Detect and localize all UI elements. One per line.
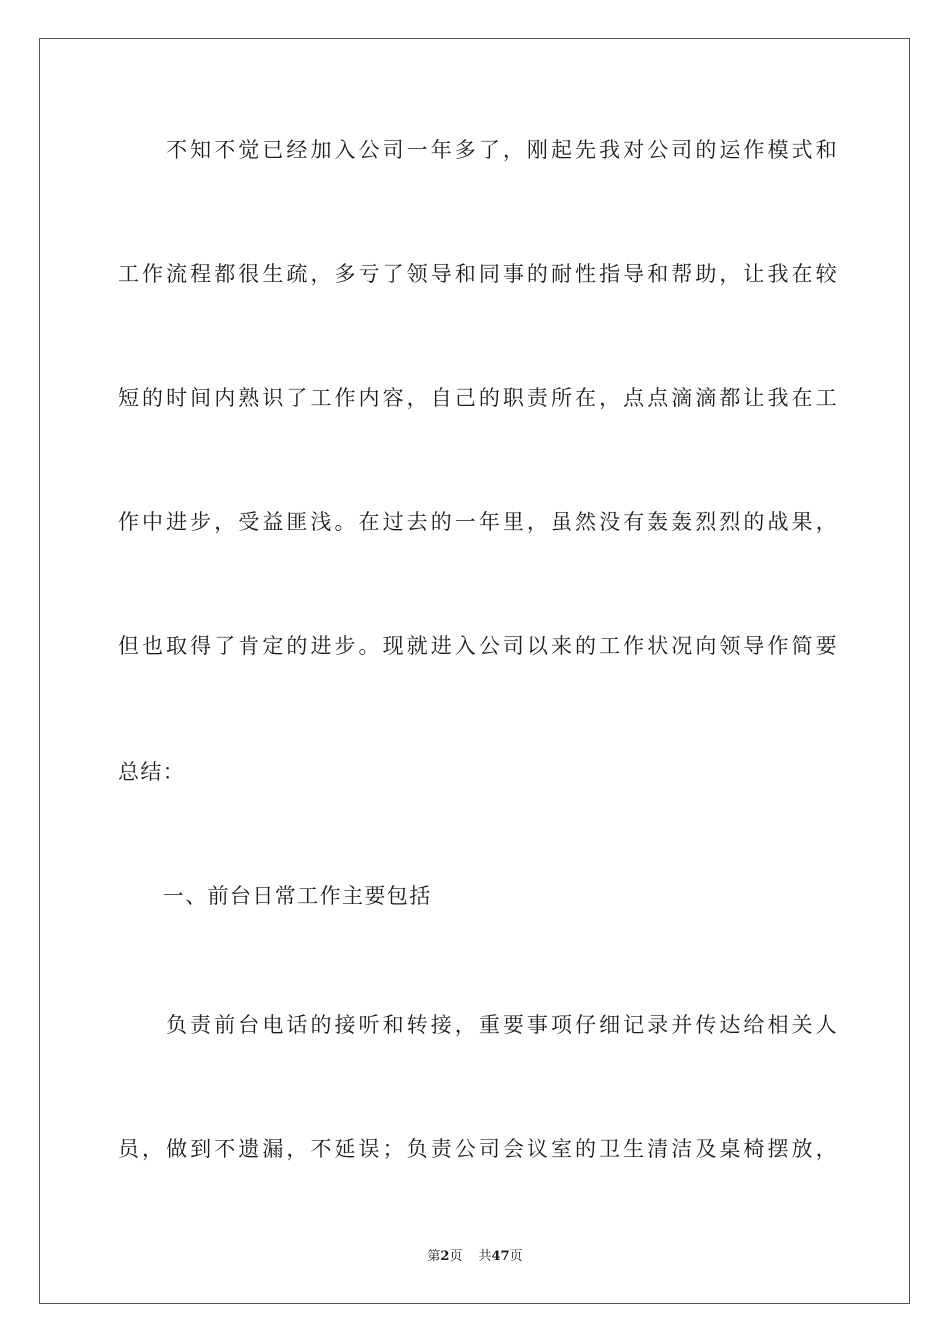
paragraph-line-7: 负责前台电话的接听和转接，重要事项仔细记录并传达给相关人 (118, 1013, 838, 1037)
page-border (39, 38, 910, 1304)
paragraph-line-5: 但也取得了肯定的进步。现就进入公司以来的工作状况向领导作简要 (118, 634, 838, 658)
footer-page-number: 2 (440, 1249, 450, 1264)
paragraph-line-8: 员，做到不遗漏，不延误；负责公司会议室的卫生清洁及桌椅摆放， (118, 1137, 838, 1161)
paragraph-line-1: 不知不觉已经加入公司一年多了，刚起先我对公司的运作模式和 (118, 138, 838, 162)
footer-page-prefix: 第 (427, 1249, 441, 1264)
paragraph-line-3: 短的时间内熟识了工作内容，自己的职责所在，点点滴滴都让我在工 (118, 386, 838, 410)
footer-page-suffix: 页 (449, 1249, 463, 1264)
section-heading: 一、前台日常工作主要包括 (118, 884, 432, 908)
paragraph-line-4: 作中进步，受益匪浅。在过去的一年里，虽然没有轰轰烈烈的战果， (118, 510, 838, 534)
footer-total-pages: 47 (491, 1249, 510, 1264)
paragraph-line-2: 工作流程都很生疏，多亏了领导和同事的耐性指导和帮助，让我在较 (118, 262, 838, 286)
footer-total-suffix: 页 (509, 1249, 523, 1264)
page-footer (0, 1245, 950, 1264)
footer-total-prefix: 共 (478, 1249, 492, 1264)
paragraph-line-6: 总结： (118, 760, 186, 784)
